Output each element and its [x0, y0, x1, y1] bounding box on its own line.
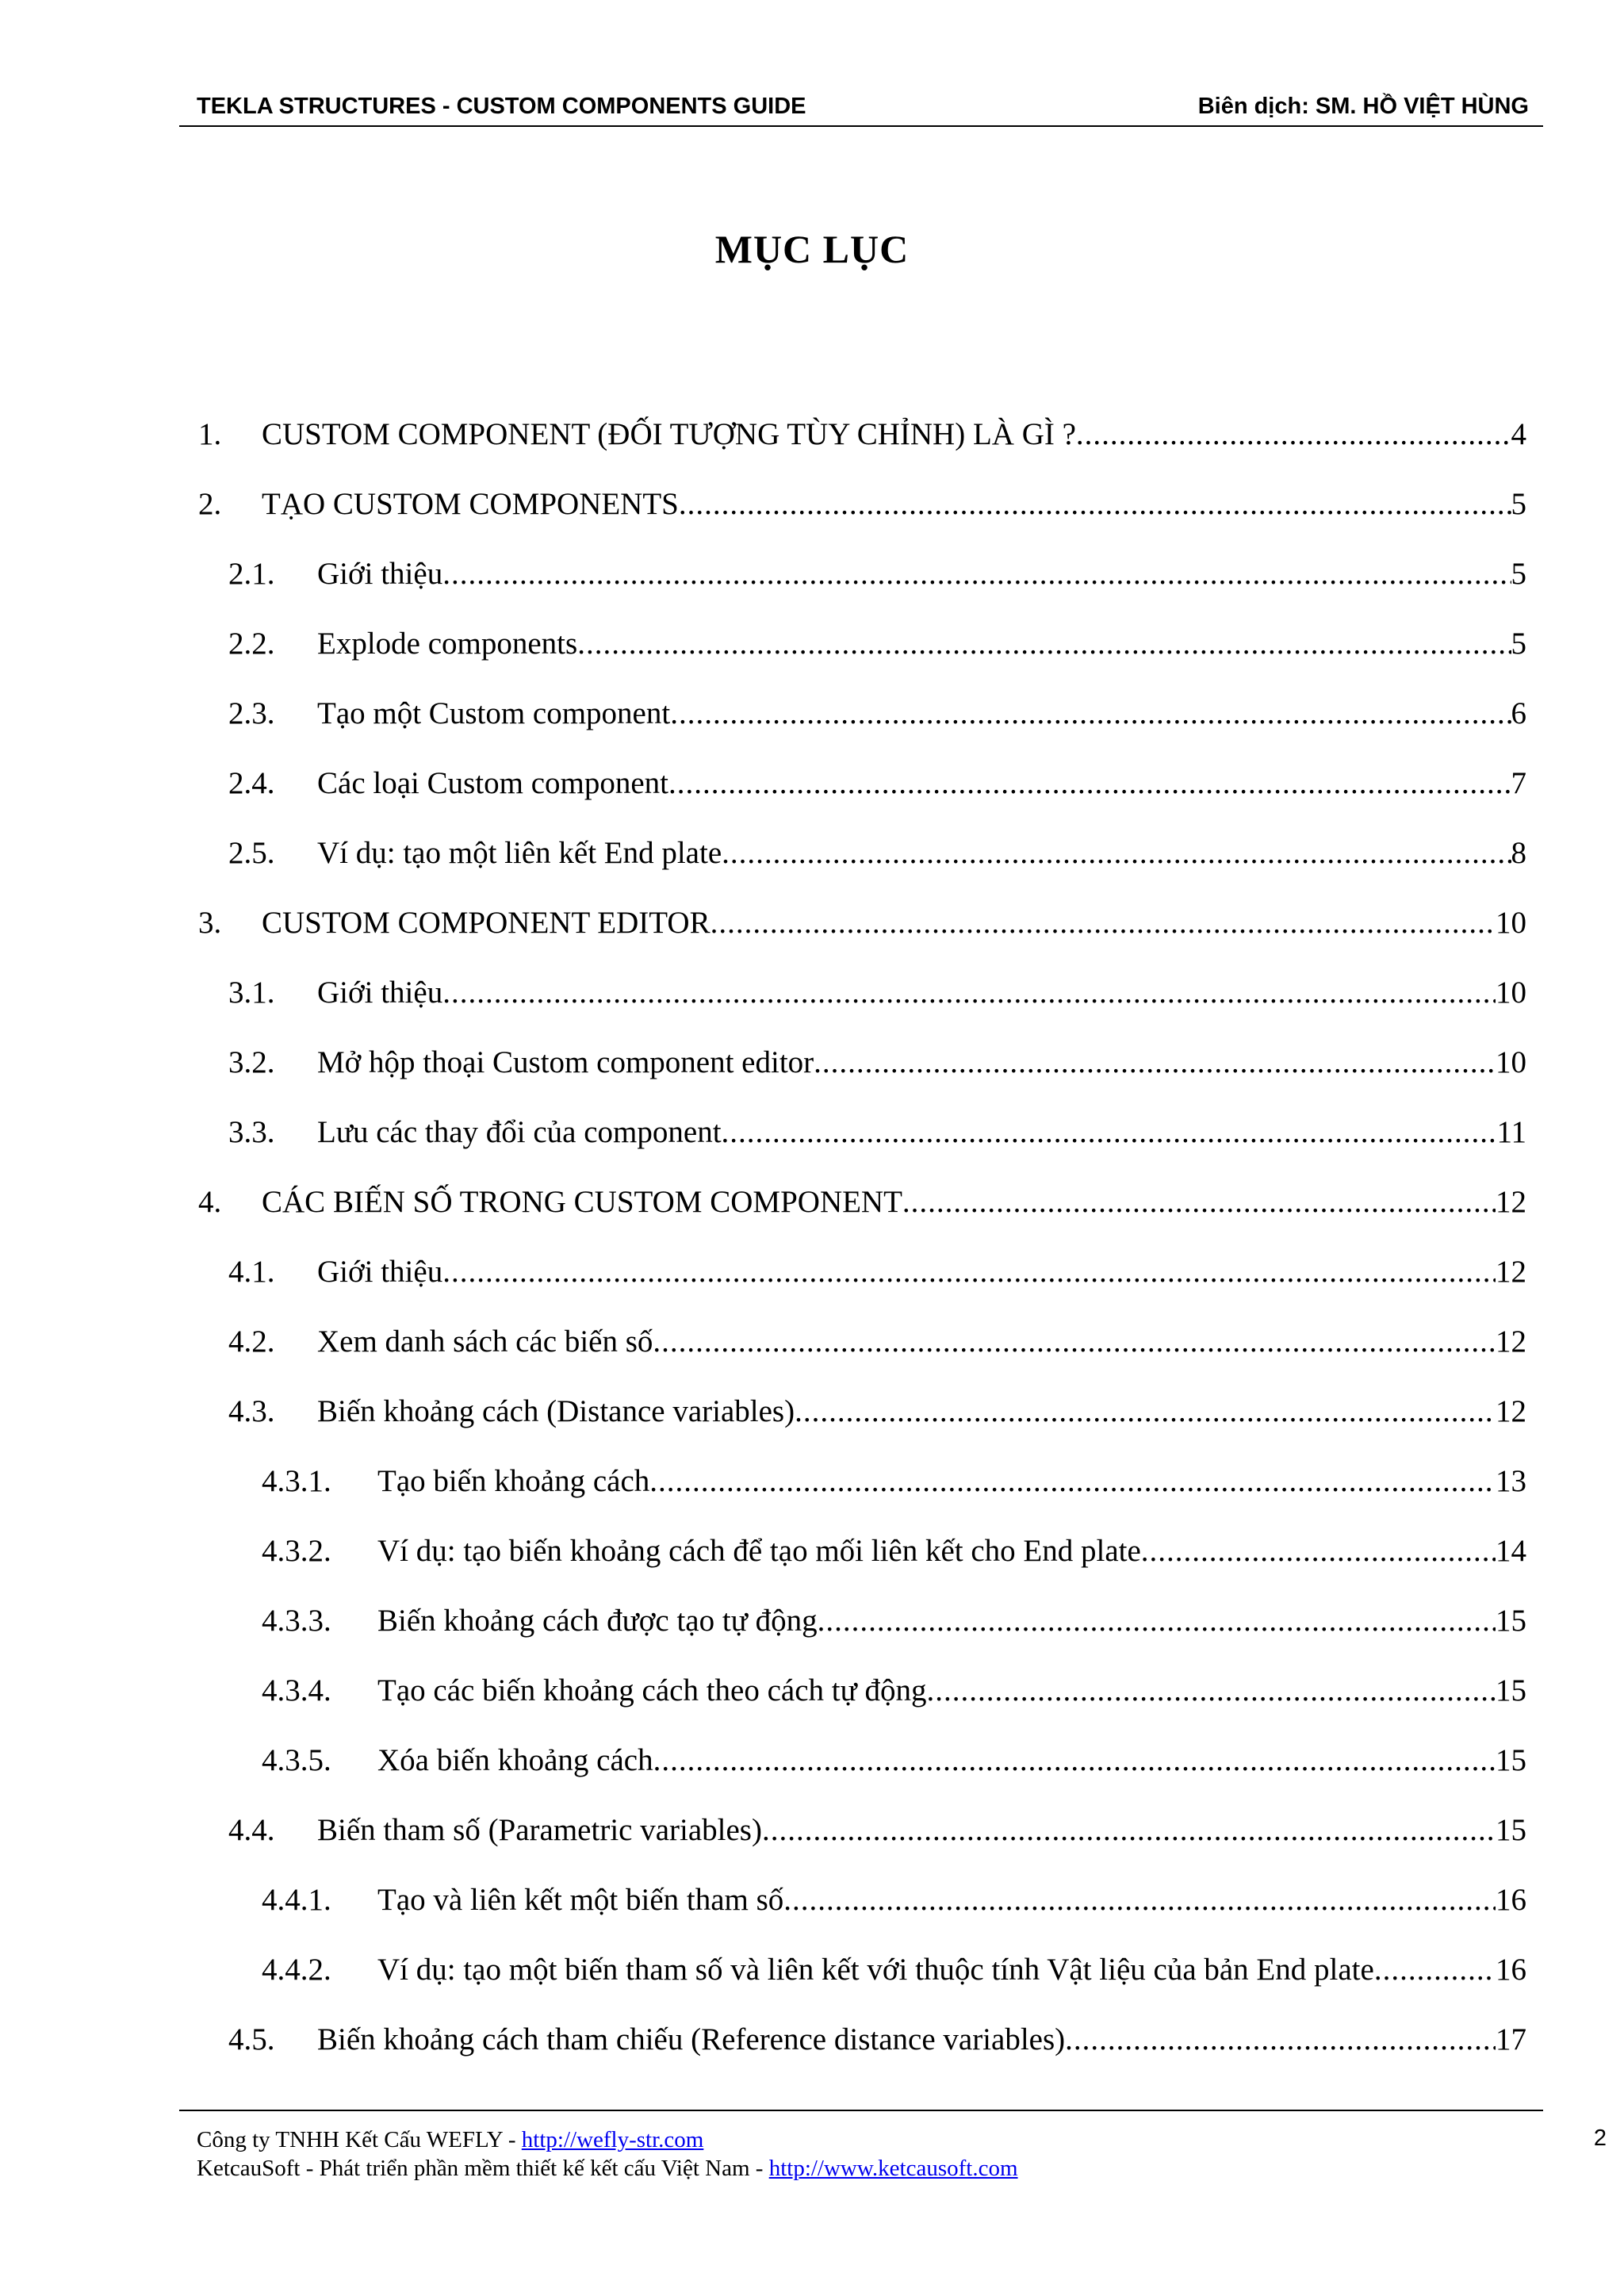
toc-entry-number: 1.: [198, 417, 222, 451]
toc-entry-label: Các loại Custom component: [317, 766, 669, 800]
toc-dot-leader: [795, 1393, 1496, 1429]
toc-entry[interactable]: [0, 1812, 1624, 1860]
toc-entry-page: 15: [1496, 1673, 1526, 1708]
toc-entry-label: Xem danh sách các biến số: [317, 1324, 653, 1359]
toc-entry-label: Giới thiệu: [317, 557, 443, 591]
toc-entry[interactable]: [0, 1463, 1624, 1511]
toc-entry[interactable]: [0, 1114, 1624, 1162]
toc-entry-number: 3.1.: [228, 976, 275, 1010]
toc-entry-page: 14: [1496, 1534, 1526, 1568]
page-title: MỤC LỤC: [714, 227, 910, 271]
toc-entry[interactable]: [0, 1603, 1624, 1650]
toc-dot-leader: [902, 1184, 1496, 1220]
toc-dot-leader: [668, 765, 1511, 801]
toc-entry-page: 15: [1496, 1743, 1526, 1777]
toc-entry-number: 2.1.: [228, 557, 275, 591]
company-website-link[interactable]: http://wefly-str.com: [521, 2127, 704, 2152]
toc-entry-page: 6: [1511, 696, 1526, 730]
toc-dot-leader: [1141, 1533, 1496, 1569]
toc-entry-number: 2.: [198, 487, 222, 521]
toc-entry-page: 13: [1496, 1464, 1526, 1498]
ketcausoft-website-link[interactable]: http://www.ketcausoft.com: [768, 2156, 1018, 2181]
toc-entry-page: 5: [1511, 627, 1526, 661]
toc-entry-label: CUSTOM COMPONENT (ĐỐI TƯỢNG TÙY CHỈNH) LÀ GÌ ?: [262, 417, 1076, 451]
toc-entry-number: 2.5.: [228, 836, 275, 870]
toc-entry-label: Giới thiệu: [317, 1255, 443, 1289]
toc-entry-page: 11: [1496, 1115, 1526, 1149]
toc-entry-number: 4.2.: [228, 1324, 275, 1359]
toc-entry-number: 3.3.: [228, 1115, 275, 1149]
toc-dot-leader: [670, 696, 1511, 731]
toc-dot-leader: [442, 1254, 1496, 1290]
toc-entry-number: 2.4.: [228, 766, 275, 800]
toc-entry-label: Ví dụ: tạo biến khoảng cách để tạo mối liên kết cho End plate: [377, 1534, 1141, 1568]
toc-dot-leader: [653, 1324, 1496, 1359]
toc-entry-page: 12: [1496, 1394, 1526, 1428]
toc-entry-number: 4.3.1.: [262, 1464, 331, 1498]
toc-entry-label: Biến khoảng cách (Distance variables): [317, 1394, 795, 1428]
toc-entry[interactable]: [0, 1952, 1624, 1999]
footer-company-text: Công ty TNHH Kết Cấu WEFLY -: [197, 2127, 522, 2152]
toc-entry[interactable]: [0, 905, 1624, 953]
toc-entry-number: 4.: [198, 1185, 222, 1219]
toc-entry-page: 5: [1511, 487, 1526, 521]
toc-entry-label: Tạo biến khoảng cách: [377, 1464, 650, 1498]
page-footer: [197, 2125, 1529, 2183]
toc-entry[interactable]: [0, 696, 1624, 743]
toc-entry-label: Biến khoảng cách được tạo tự động: [377, 1604, 818, 1638]
toc-entry-number: 4.5.: [228, 2022, 275, 2056]
toc-entry-page: 10: [1496, 1045, 1526, 1079]
toc-dot-leader: [722, 835, 1511, 871]
toc-dot-leader: [649, 1463, 1496, 1499]
toc-entry[interactable]: [0, 1673, 1624, 1720]
toc-entry-page: 4: [1511, 417, 1526, 451]
toc-entry-label: Tạo và liên kết một biến tham số: [377, 1883, 784, 1917]
toc-dot-leader: [722, 1114, 1497, 1150]
toc-entry-number: 3.: [198, 906, 222, 940]
toc-dot-leader: [653, 1742, 1496, 1778]
toc-entry-label: Ví dụ: tạo một liên kết End plate: [317, 836, 722, 870]
toc-entry[interactable]: [0, 416, 1624, 464]
footer-divider: [179, 2110, 1543, 2111]
toc-entry[interactable]: [0, 626, 1624, 673]
toc-entry[interactable]: [0, 835, 1624, 883]
toc-entry-page: 10: [1496, 906, 1526, 940]
toc-entry[interactable]: [0, 975, 1624, 1022]
toc-dot-leader: [442, 975, 1496, 1010]
toc-dot-leader: [1076, 416, 1511, 452]
toc-entry-label: TẠO CUSTOM COMPONENTS: [262, 487, 679, 521]
toc-entry-number: 4.4.: [228, 1813, 275, 1847]
toc-dot-leader: [710, 905, 1496, 941]
toc-entry-page: 8: [1511, 836, 1526, 870]
toc-entry-label: Biến tham số (Parametric variables): [317, 1813, 762, 1847]
toc-entry-number: 4.3.4.: [262, 1673, 331, 1708]
toc-entry-page: 12: [1496, 1185, 1526, 1219]
toc-entry[interactable]: [0, 1324, 1624, 1371]
toc-dot-leader: [783, 1882, 1496, 1918]
toc-entry-number: 2.2.: [228, 627, 275, 661]
toc-dot-leader: [814, 1045, 1496, 1080]
toc-entry-label: Tạo một Custom component: [317, 696, 671, 730]
page-header: [179, 94, 1543, 127]
footer-software-text: KetcauSoft - Phát triển phần mềm thiết kế kết cấu Việt Nam -: [197, 2156, 769, 2181]
toc-entry-label: Mở hộp thoại Custom component editor: [317, 1045, 814, 1079]
toc-entry-page: 12: [1496, 1255, 1526, 1289]
header-divider: [179, 125, 1543, 127]
toc-entry-number: 4.4.1.: [262, 1883, 331, 1917]
toc-dot-leader: [442, 556, 1511, 592]
toc-entry[interactable]: [0, 1393, 1624, 1441]
toc-dot-leader: [679, 486, 1511, 522]
toc-dot-leader: [1374, 1952, 1496, 1987]
toc-dot-leader: [762, 1812, 1496, 1848]
toc-entry-label: Explode components: [317, 627, 578, 661]
toc-entry-page: 17: [1496, 2022, 1526, 2056]
toc-entry[interactable]: [0, 556, 1624, 604]
toc-entry-label: Lưu các thay đổi của component: [317, 1115, 722, 1149]
toc-dot-leader: [927, 1673, 1496, 1708]
toc-entry-page: 16: [1496, 1953, 1526, 1987]
toc-entry-number: 4.3.: [228, 1394, 275, 1428]
toc-entry-number: 4.3.5.: [262, 1743, 331, 1777]
toc-dot-leader: [577, 626, 1511, 661]
toc-entry[interactable]: [0, 1045, 1624, 1092]
toc-entry-number: 3.2.: [228, 1045, 275, 1079]
toc-entry-number: 4.3.3.: [262, 1604, 331, 1638]
toc-entry-label: Giới thiệu: [317, 976, 443, 1010]
toc-entry-label: Biến khoảng cách tham chiếu (Reference distance variables): [317, 2022, 1066, 2056]
toc-dot-leader: [818, 1603, 1496, 1639]
toc-entry-page: 5: [1511, 557, 1526, 591]
toc-entry[interactable]: [0, 1882, 1624, 1930]
toc-entry-label: CUSTOM COMPONENT EDITOR: [262, 906, 710, 940]
footer-company-line: [197, 2125, 1529, 2154]
toc-entry-page: 15: [1496, 1813, 1526, 1847]
toc-entry-page: 15: [1496, 1604, 1526, 1638]
toc-entry[interactable]: [0, 1742, 1624, 1790]
toc-entry-label: Xóa biến khoảng cách: [377, 1743, 653, 1777]
document-title: TEKLA STRUCTURES - CUSTOM COMPONENTS GUIDE: [197, 94, 806, 119]
toc-entry[interactable]: [0, 1533, 1624, 1581]
toc-entry[interactable]: [0, 1184, 1624, 1232]
toc-entry[interactable]: [0, 486, 1624, 534]
toc-entry-label: CÁC BIẾN SỐ TRONG CUSTOM COMPONENT: [262, 1185, 902, 1219]
toc-entry[interactable]: [0, 1254, 1624, 1301]
toc-entry[interactable]: [0, 2022, 1624, 2069]
toc-entry-page: 16: [1496, 1883, 1526, 1917]
toc-entry-number: 4.1.: [228, 1255, 275, 1289]
footer-software-line: [197, 2154, 1529, 2183]
toc-entry-label: Tạo các biến khoảng cách theo cách tự động: [377, 1673, 927, 1708]
toc-dot-leader: [1065, 2022, 1496, 2057]
page-number: 2: [1593, 2125, 1607, 2151]
toc-entry-page: 12: [1496, 1324, 1526, 1359]
toc-entry-number: 4.4.2.: [262, 1953, 331, 1987]
toc-entry-number: 2.3.: [228, 696, 275, 730]
toc-entry-label: Ví dụ: tạo một biến tham số và liên kết với thuộc tính Vật liệu của bản End plate: [377, 1953, 1374, 1987]
translator-credit: Biên dịch: SM. HỒ VIỆT HÙNG: [1197, 94, 1529, 119]
toc-entry-page: 7: [1511, 766, 1526, 800]
toc-entry-number: 4.3.2.: [262, 1534, 331, 1568]
toc-entry-page: 10: [1496, 976, 1526, 1010]
toc-entry[interactable]: [0, 765, 1624, 813]
